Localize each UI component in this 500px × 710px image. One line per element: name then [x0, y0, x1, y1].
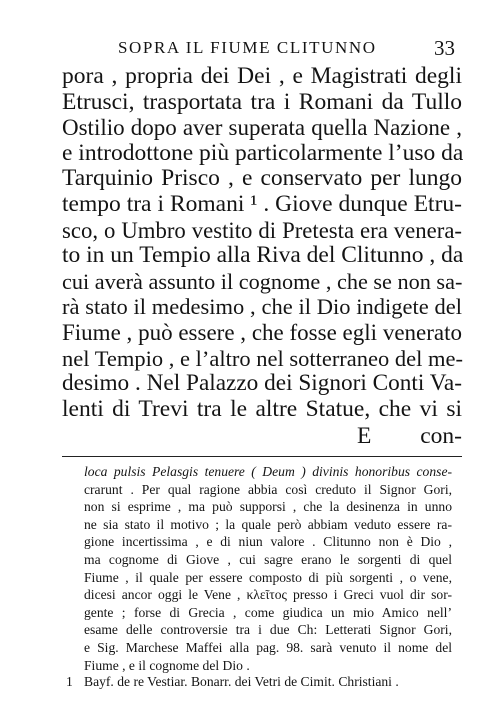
footnote-number: 1: [66, 674, 73, 689]
main-text-line: Etrusci, trasportata tra i Romani da Tullo: [62, 88, 462, 115]
note-line: non si esprime , ma può supporsi , che la desinenza in unno: [84, 499, 452, 515]
note-line: ne sia stato il motivo ; la quale però abbiam veduto essere ra-: [84, 516, 452, 532]
footnote-rule: [62, 456, 462, 457]
page-number: 33: [434, 36, 455, 60]
main-text-line: desimo . Nel Palazzo dei Signori Conti Va-: [62, 370, 462, 397]
note-line: loca pulsis Pelasgis tenuere ( Deum ) divinis honoribus conse-: [84, 464, 452, 479]
signature-mark: E: [357, 423, 372, 449]
main-text-line: tempo tra i Romani ¹ . Giove dunque Etru-: [62, 190, 462, 217]
running-head: SOPRA IL FIUME CLITUNNO: [118, 38, 377, 57]
note-line: ma cognome di Giove , cui sagre erano le sorgenti di quel: [84, 551, 452, 567]
main-text-block: [62, 64, 462, 422]
signature-line: [62, 423, 462, 449]
note-line: Fiume , e il cognome del Dio .: [84, 657, 250, 673]
main-text-line: pora , propria dei Dei , e Magistrati degli: [62, 63, 462, 89]
note-line: esame delle controversie tra i due Ch: Letterati Signor Gori,: [84, 622, 452, 638]
note-line: dicesi ancor oggi le Vene , κλεῖτος presso i Greci vuol dir sor-: [84, 587, 452, 603]
note-line: gente ; forse di Grecia , come giudica un mio Amico nell’: [84, 604, 452, 620]
note-line: Fiume , il quale per essere composto di più sorgenti , o vene,: [84, 569, 452, 585]
footnote: [66, 673, 462, 691]
note-line: crarunt . Per qual ragione abbia così creduto il Signor Gori,: [84, 481, 452, 497]
main-text-line: rà stato il medesimo , che il Dio indigete del: [62, 294, 462, 320]
main-text-line: Ostilio dopo aver superata quella Nazione ,: [62, 115, 462, 141]
main-text-line: e introdottone più particolarmente l’uso da: [62, 139, 464, 166]
main-text-line: cui averà assunto il cognome , che se non sa-: [62, 268, 463, 294]
main-text-line: Fiume , può essere , che fosse egli venerato: [62, 319, 462, 345]
main-text-line: Tarquinio Prisco , e conservato per lungo: [62, 165, 462, 192]
note-line: gione incertissima , e di niun valore . Clitunno non è Dio ,: [84, 534, 452, 550]
catchword: con-: [420, 423, 462, 449]
main-text-line: sco, o Umbro vestito di Pretesta era venera-: [62, 217, 462, 243]
footnote-text: Bayf. de re Vestiar. Bonarr. dei Vetri de Cimit. Christiani .: [84, 674, 399, 689]
main-text-line: nel Tempio , e l’altro nel sotterraneo del me-: [62, 345, 463, 371]
main-text-line: to in un Tempio alla Riva del Clitunno , da: [62, 242, 464, 269]
main-text-line: lenti di Trevi tra le altre Statue, che vi si: [62, 395, 462, 422]
continued-note: [84, 463, 452, 674]
note-line: e Sig. Marchese Maffei alla pag. 98. sarà venuto il nome del: [84, 639, 452, 655]
